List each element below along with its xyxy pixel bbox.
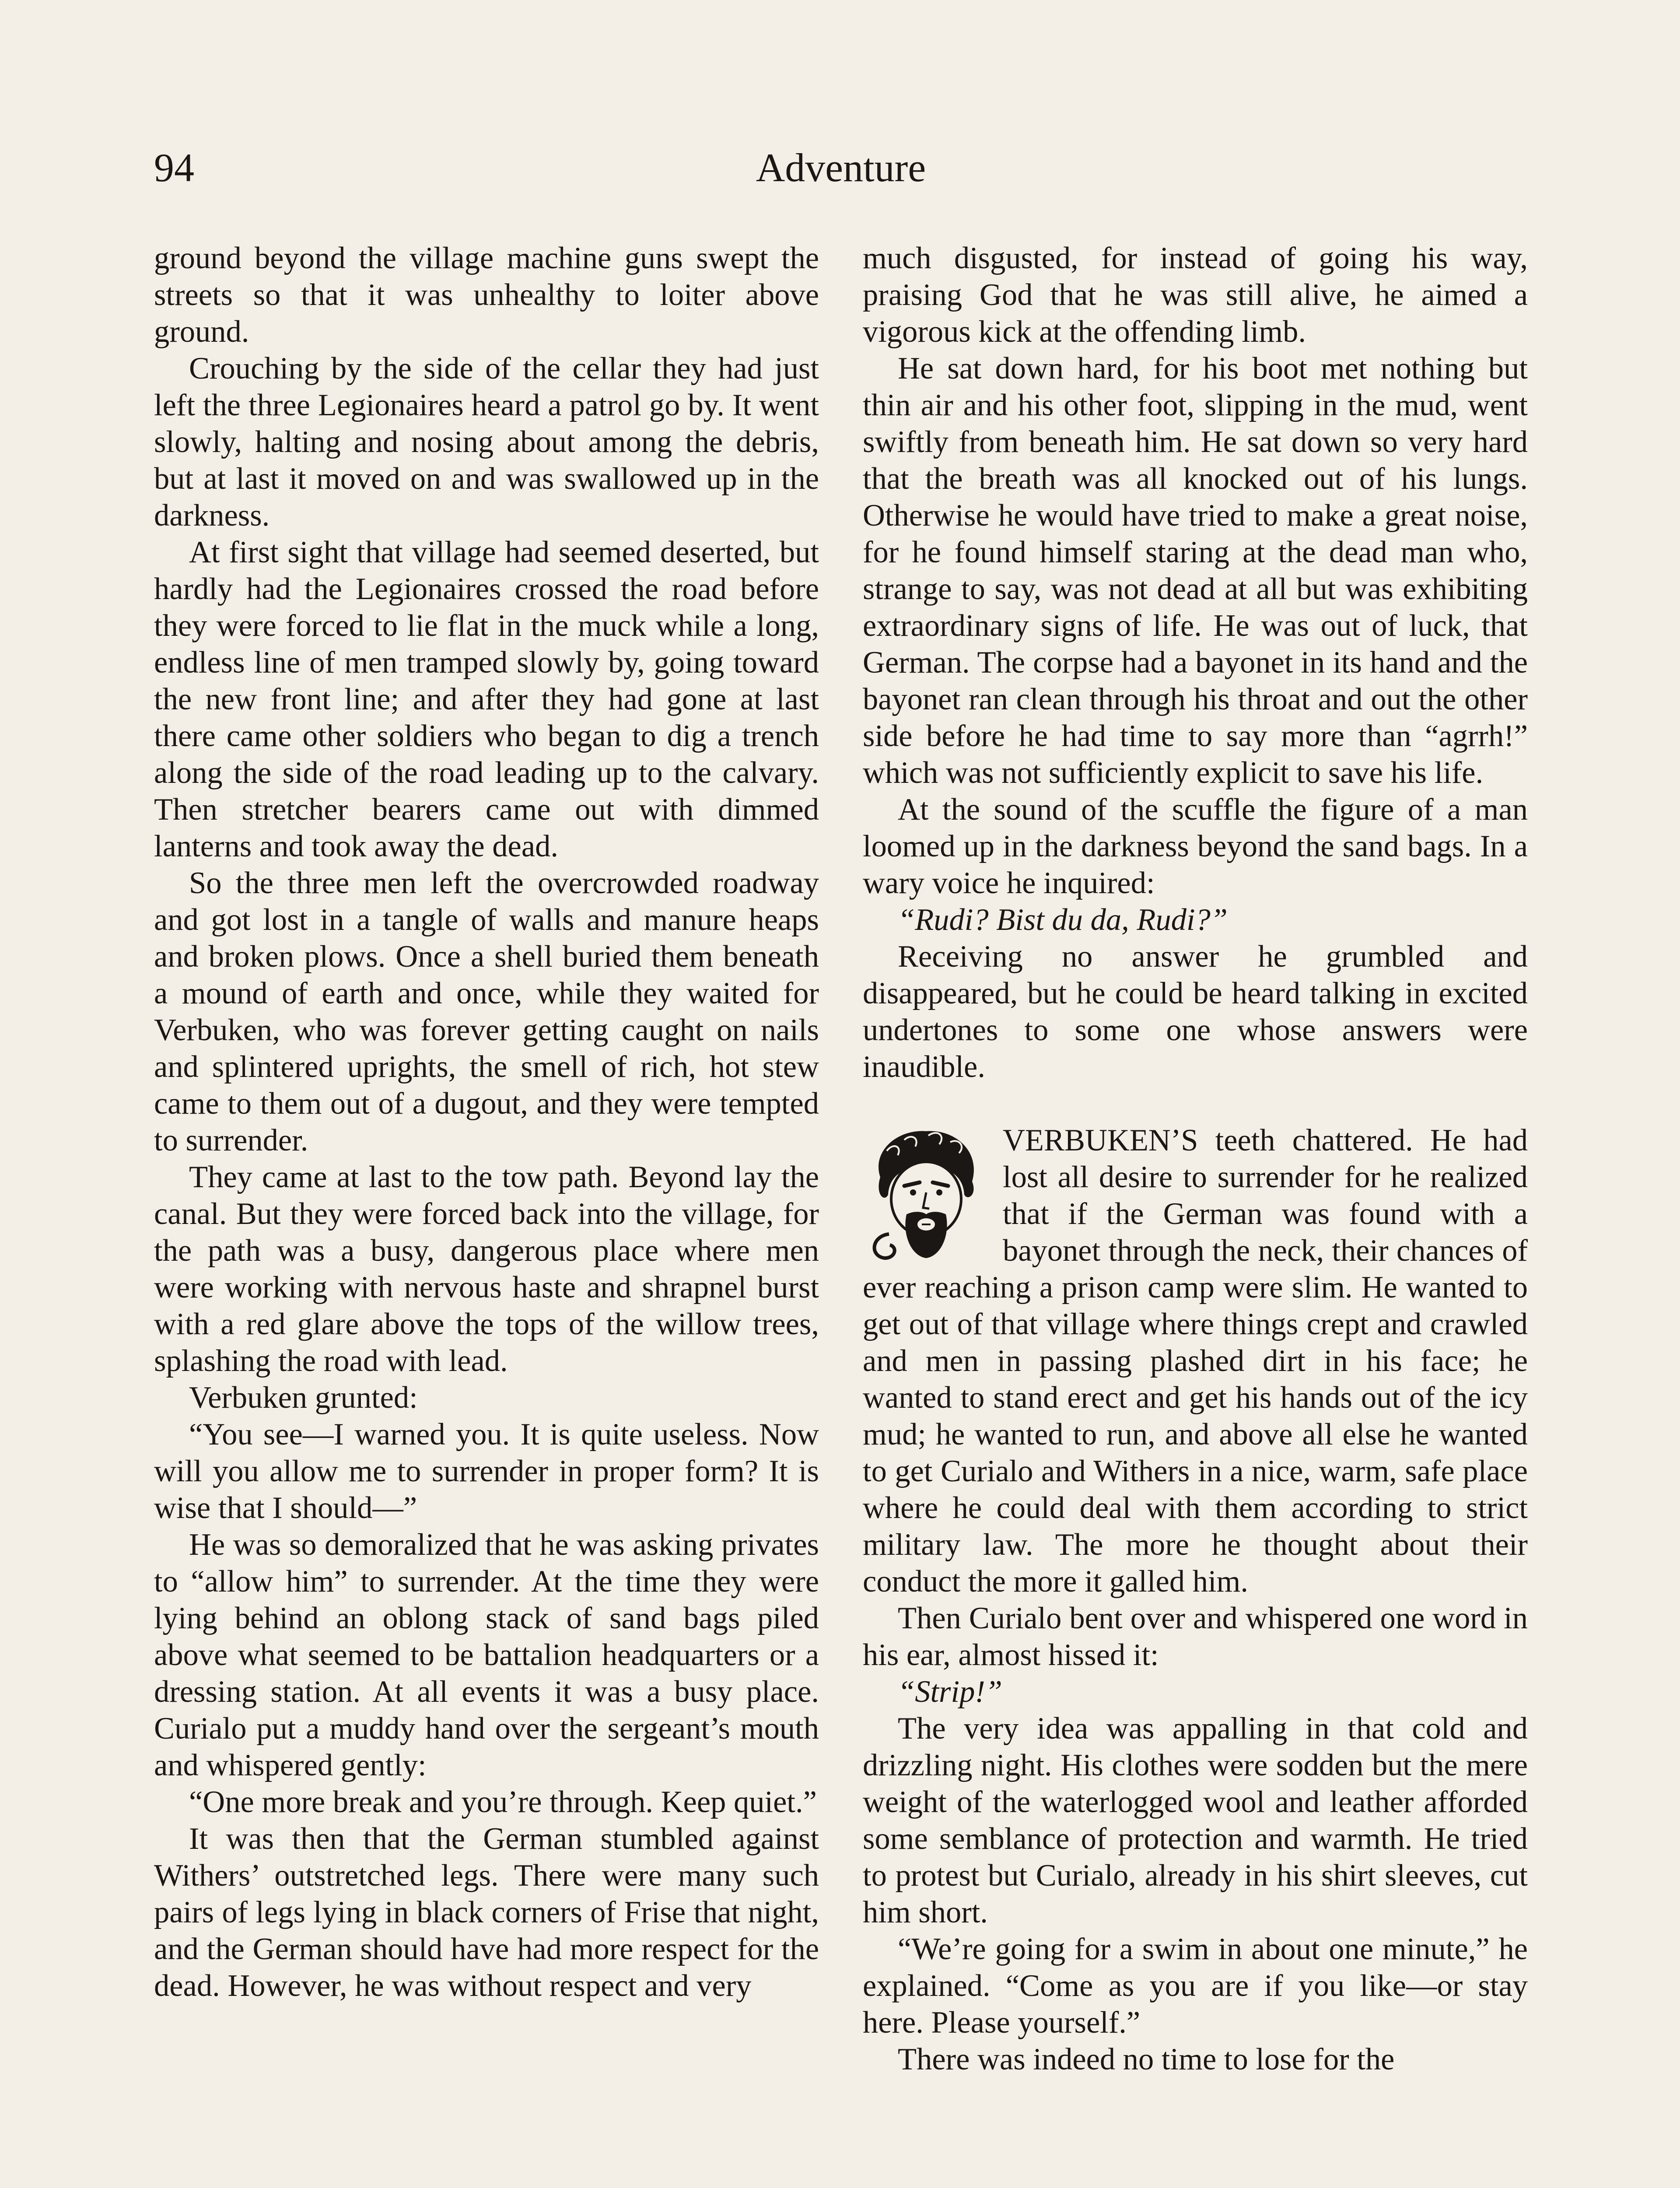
- paragraph: “One more break and you’re through. Keep quiet.”: [189, 1785, 817, 1819]
- section-break: [863, 1085, 1528, 1122]
- paragraph: “You see—I warned you. It is quite useless. Now will you allow me to surrender in proper form? It is wise that I should—”: [154, 1417, 819, 1525]
- page-header: [154, 144, 1528, 206]
- italic-dialogue: “Strip!”: [898, 1675, 1003, 1709]
- paragraph: At first sight that village had seemed deserted, but hardly had the Legionaires crossed the road before they were forced to lie flat in the muck while a long, endless line of men tramped slowly by, going toward the new front line; and after they had gone at last there came other soldiers who began to dig a trench along the side of the road leading up to the calvary. Then stretcher bearers came out with dimmed lanterns and took away the dead.: [154, 535, 819, 863]
- paragraph: much disgusted, for instead of going his way, praising God that he was still alive, he aimed a vigorous kick at the offending limb.: [863, 241, 1528, 349]
- paragraph: “We’re going for a swim in about one minute,” he explained. “Come as you are if you like—or stay here. Please yourself.”: [863, 1932, 1528, 2040]
- paragraph: Then Curialo bent over and whispered one word in his ear, almost hissed it:: [863, 1601, 1528, 1672]
- paragraph: So the three men left the overcrowded roadway and got lost in a tangle of walls and manure heaps and broken plows. Once a shell buried them beneath a mound of earth and once, while they waited for Verbuken, who was forever getting caught on nails and splintered uprights, the smell of rich, hot stew came to them out of a dugout, and they were tempted to surrender.: [154, 866, 819, 1157]
- left-column: [154, 240, 819, 2004]
- paragraph: At the sound of the scuffle the figure of a man loomed up in the darkness beyond the sand bags. In a wary voice he inquired:: [863, 792, 1528, 900]
- paragraph: They came at last to the tow path. Beyond lay the canal. But they were forced back into the village, for the path was a busy, dangerous place where men were working with nervous haste and shrapnel burst with a red glare above the tops of the willow trees, splashing the road with lead.: [154, 1160, 819, 1378]
- paragraph: He was so demoralized that he was asking privates to “allow him” to surrender. At the time they were lying behind an oblong stack of sand bags piled above what seemed to be battalion headquarters or a dressing station. At all events it was a busy place. Curialo put a muddy hand over the sergeant’s mouth and whispered gently:: [154, 1528, 819, 1782]
- magazine-title: Adventure: [756, 145, 926, 190]
- paragraph: Verbuken grunted:: [189, 1381, 418, 1415]
- italic-dialogue: “Rudi? Bist du da, Rudi?”: [898, 903, 1228, 937]
- bearded-man-portrait-icon: [863, 1125, 990, 1269]
- page-number: 94: [154, 145, 194, 190]
- paragraph: Receiving no answer he grumbled and disappeared, but he could be heard talking in excited undertones to some one whose answers were inaudible.: [863, 940, 1528, 1084]
- paragraph: It was then that the German stumbled against Withers’ outstretched legs. There were many such pairs of legs lying in black corners of Frise that night, and the German should have had more respect for the dead. However, he was without respect and very: [154, 1822, 819, 2003]
- paragraph: VERBUKEN’S teeth chattered. He had lost all desire to surrender for he realized that if the German was found with a bayonet through the neck, their chances of ever reaching a prison camp were slim. He wanted to get out of that village where things crept and crawled and men in passing plashed dirt in his face; he wanted to stand erect and get his hands out of the icy mud; he wanted to run, and above all else he wanted to get Curialo and Withers in a nice, warm, safe place where he could deal with them according to strict military law. The more he thought about their conduct the more it galled him.: [863, 1123, 1528, 1599]
- paragraph: He sat down hard, for his boot met nothing but thin air and his other foot, slipping in the mud, went swiftly from beneath him. He sat down so very hard that the breath was all knocked out of his lungs. Otherwise he would have tried to make a great noise, for he found himself staring at the dead man who, strange to say, was not dead at all but was exhibiting extraordinary signs of life. He was out of luck, that German. The corpse had a bayonet in its hand and the bayonet ran clean through his throat and out the other side before he had time to say more than “agrrh!” which was not sufficiently explicit to save his life.: [863, 351, 1528, 790]
- paragraph: There was indeed no time to lose for the: [898, 2042, 1395, 2076]
- paragraph: ground beyond the village machine guns swept the streets so that it was unhealthy to loiter above ground.: [154, 241, 819, 349]
- right-column: [863, 240, 1528, 2078]
- paragraph: Crouching by the side of the cellar they had just left the three Legionaires heard a patrol go by. It went slowly, halting and nosing about among the debris, but at last it moved on and was swallowed up in the darkness.: [154, 351, 819, 533]
- paragraph: The very idea was appalling in that cold and drizzling night. His clothes were sodden but the mere weight of the waterlogged wool and leather afforded some semblance of protection and warmth. He tried to protest but Curialo, already in his shirt sleeves, cut him short.: [863, 1711, 1528, 1929]
